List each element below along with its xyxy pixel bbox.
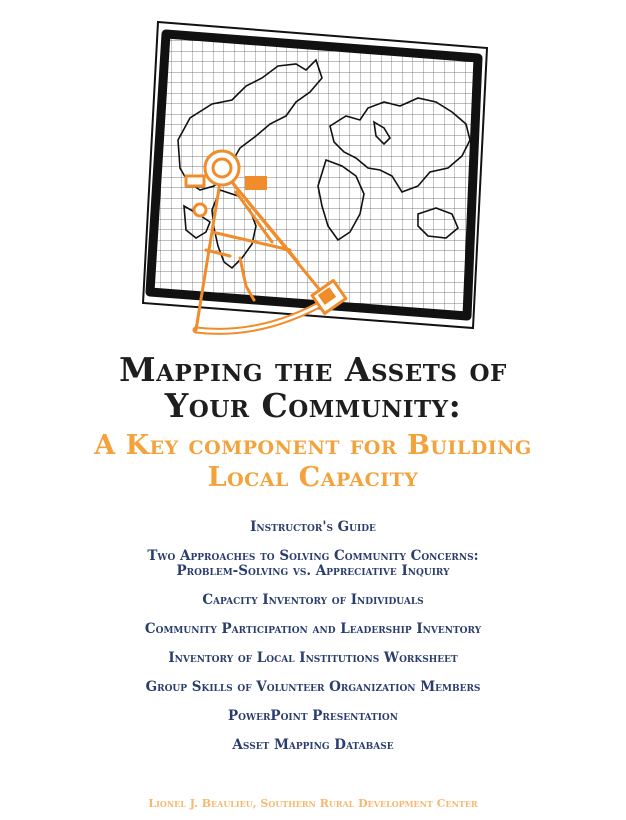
main-title-line-1: Mapping the Assets of (119, 350, 507, 389)
contents-list (0, 520, 626, 767)
contents-item-two-approaches (0, 549, 626, 579)
contents-item-capacity-inventory (0, 593, 626, 608)
contents-item-line: Community Participation and Leadership Inventory (144, 621, 482, 637)
contents-item-database (0, 738, 626, 753)
subtitle-line-1: A Key component for Building (94, 430, 532, 461)
main-title-line-2: Your Community: (164, 386, 462, 425)
world-map-sextant-illustration (130, 14, 500, 350)
contents-item-institutions-worksheet (0, 651, 626, 666)
contents-item-line: Inventory of Local Institutions Worksheet (168, 650, 458, 666)
contents-item-line: PowerPoint Presentation (227, 708, 398, 724)
author-credit: Lionel J. Beaulieu, Southern Rural Development Center (148, 797, 478, 810)
contents-item-line: Two Approaches to Solving Community Concerns: (147, 548, 479, 564)
subtitle-line-2: Local Capacity (207, 462, 419, 493)
contents-item-line: Problem-Solving vs. Appreciative Inquiry (176, 563, 450, 579)
contents-item-instructors-guide (0, 520, 626, 535)
contents-item-line: Instructor's Guide (250, 519, 376, 535)
contents-item-powerpoint (0, 709, 626, 724)
contents-item-group-skills (0, 680, 626, 695)
title-block (0, 352, 626, 494)
contents-item-line: Group Skills of Volunteer Organization Members (145, 679, 481, 695)
contents-item-line: Asset Mapping Database (232, 737, 394, 753)
contents-item-participation-inventory (0, 622, 626, 637)
contents-item-line: Capacity Inventory of Individuals (202, 592, 424, 608)
